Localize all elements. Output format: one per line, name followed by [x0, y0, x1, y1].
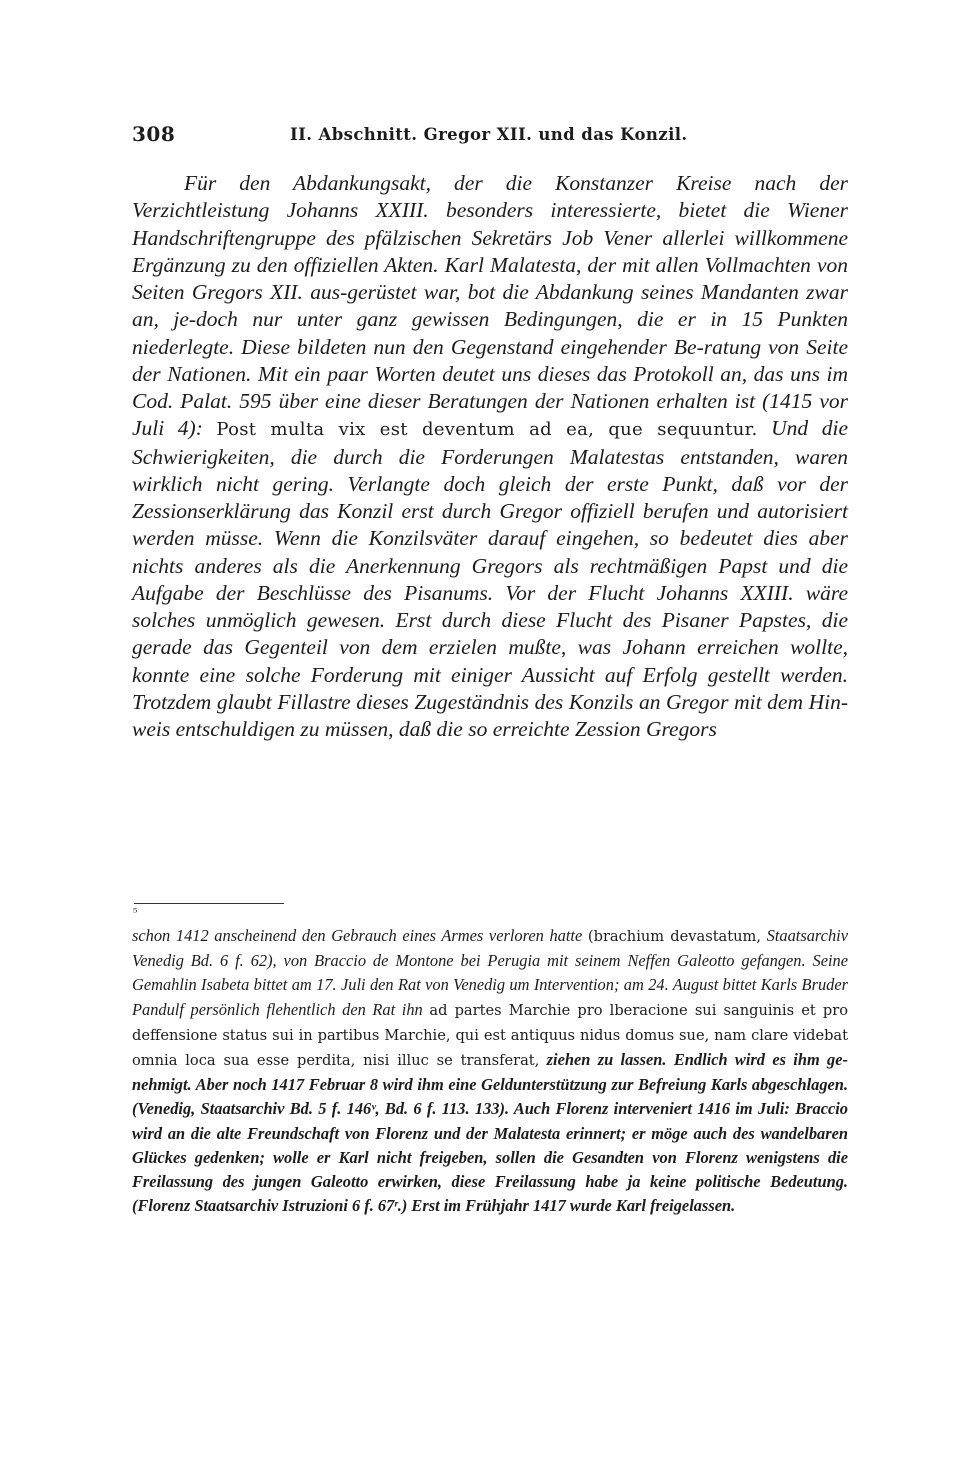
page-header — [132, 122, 852, 152]
main-text-part-2: Und die Schwierigkeiten, die durch die Forderungen Malatestas entstanden, waren wirklich nicht gering. Verlangte doch gleich der erste Punkt, daß vor der Zessionserklärung das Konzil erst durch Gregor offiziell berufen und autorisiert werden müsse. Wenn die Konzilsväter darauf eingehen, so bedeutet dies aber nichts anderes als die Anerkennung Gregors als rechtmäßigen Papst und die Aufgabe der Beschlüsse des Pisanums. Vor der Flucht Johanns XXIII. wäre solches unmöglich gewesen. Erst durch diese Flucht des Pisaner Papstes, die gerade das Gegenteil von dem erzielen mußte, was Johann erreichen wollte, konnte eine solche Forderung mit einiger Aussicht auf Erfolg gestellt werden. Trotzdem glaubt Fillastre dieses Zugeständnis des Konzils an Gregor mit dem Hin-weis entschuldigen zu müssen, daß die so erreichte Zession Gregors — [132, 416, 848, 741]
main-text-part-1: Für den Abdankungsakt, der die Konstanzer Kreise nach der Verzichtleistung Johanns XXIII. besonders interessierte, bietet die Wiener Handschriftengruppe des pfälzischen Sekretärs Job Vener allerlei willkommene Ergänzung zu den offiziellen Akten. Karl Malatesta, der mit allen Vollmachten von Seiten Gregors XII. aus-gerüstet war, bot die Abdankung seines Mandanten zwar an, je-doch nur unter ganz gewissen Bedingungen, die er in 15 Punkten niederlegte. Diese bildeten nun den Gegenstand eingehender Be-ratung von Seite der Nationen. Mit ein paar Worten deutet uns dieses das Protokoll an, das uns im Cod. Palat. 595 über eine dieser Beratungen der Nationen erhalten ist (1415 vor Juli 4): — [132, 171, 848, 441]
footnote-part-3: ziehen zu lassen. Endlich wird es ihm ge-nehmigt. Aber noch 1417 Februar 8 wird ihm eine Geldunterstützung zur Befreiung Karls abgeschlagen. (Venedig, Staatsarchiv Bd. 5 f. 146ᵛ, Bd. 6 f. 113. 133). Auch Florenz interveniert 1416 im Juli: Braccio wird an die alte Freundschaft von Florenz und der Malatesta erinnert; er möge auch des wandelbaren Glückes gedenken; wolle er Karl nicht freigeben, sollen die Gesandten von Florenz wenigstens die Freilassung des jungen Galeotto erwirken, diese Freilassung habe ja keine politische Bedeutung. (Florenz Staatsarchiv Istruzioni 6 f. 67ʳ.) Erst im Frühjahr 1417 wurde Karl freigelassen. — [132, 1050, 848, 1216]
running-head: II. Abschnitt. Gregor XII. und das Konzil. — [290, 125, 688, 144]
footnote-paragraph — [132, 924, 848, 1218]
footnote-rule — [134, 903, 284, 904]
footnote-latin-2: ad partes Marchie pro lberacione sui sanguinis et pro deffensione status sui in partibus Marchie, qui est antiquus nidus domus sue, nam clare videbat omnia loca sua esse perdita, nisi illuc se transferat, — [132, 1001, 849, 1070]
footnote-marker: ⁵ — [133, 906, 138, 919]
main-paragraph — [132, 170, 848, 743]
latin-quote: Post multa vix est deventum ad ea, que sequuntur. — [216, 419, 758, 441]
footnote-part-2: Staatsarchiv Venedig Bd. 6 f. 62), von Braccio de Montone bei Perugia mit seinem Neffen Galeotto gefangen. Seine Gemahlin Isabeta bittet am 17. Juli den Rat von Venedig um Intervention; am 24. August bittet Karls Bruder Pandulf persönlich flehentlich den Rat ihn — [132, 926, 848, 1019]
page-number: 308 — [132, 122, 176, 146]
footnote-part-1: schon 1412 anscheinend den Gebrauch eines Armes verloren hatte — [132, 926, 588, 945]
footnote-latin-1: (brachium devastatum, — [587, 928, 761, 945]
